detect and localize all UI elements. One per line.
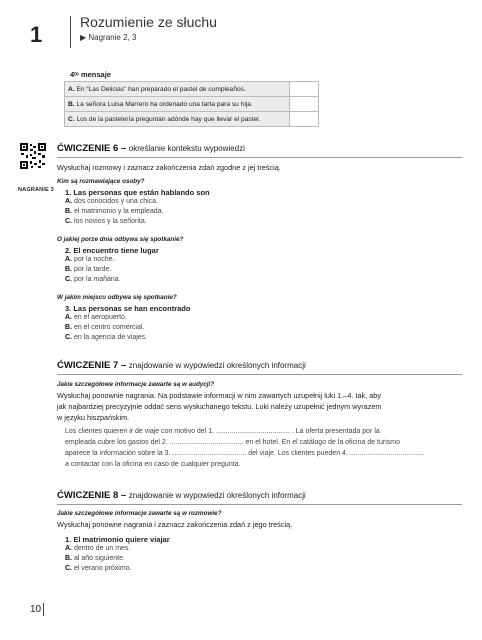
exercise-8-title: ĆWICZENIE 8 – znajdowanie w wypowiedzi określonych informacji [57, 490, 306, 501]
exercise-6-title: ĆWICZENIE 6 – określanie kontekstu wypowiedzi [57, 143, 245, 154]
answer-checkbox[interactable] [290, 97, 319, 112]
table-cell: A. En “Las Delicias” han preparado el pastel de cumpleaños. [65, 82, 290, 97]
exercise-8-instruction: Wysłuchaj ponowne nagrania i zaznacz zakończenia zdań z jego treścią. [57, 520, 293, 529]
question-hint: O jakiej porze dnia odbywa się spotkanie? [57, 236, 184, 243]
option-b[interactable]: B. al año siguiente. [65, 555, 125, 562]
option-a[interactable]: A. por la noche. [65, 256, 115, 263]
gap-text-line: a contactar con la oficina en caso de cualquier pregunta. [65, 461, 241, 468]
question-title: 1. El matrimonio quiere viajar [65, 535, 170, 544]
option-c[interactable]: C. por la mañana. [65, 276, 121, 283]
option-a[interactable]: A. en el aeropuerto. [65, 314, 127, 321]
table-row [65, 82, 319, 97]
exercise-7-instruction-line: jak najbardziej precyzyjnie oddać sens wysłuchanego tekstu. Luki należy uzupełnić jednym wyrazem [57, 402, 382, 411]
gap-text-line: Los clientes quieren ir de viaje con motivo del 1. ...................................... . La oferta presentada por la [65, 428, 380, 435]
table-cell: C. Los de la pastelería preguntan adónde hay que llevar el pastel. [65, 112, 290, 127]
table-cell: B. La señora Luisa Marrero ha ordenado una tarta para su hija. [65, 97, 290, 112]
question-hint: W jakim miejscu odbywa się spotkanie? [57, 294, 177, 301]
question-hint: Jakie szczegółowe informacje zawarte są w audycji? [57, 381, 215, 388]
answer-checkbox[interactable] [290, 82, 319, 97]
chapter-number: 1 [30, 22, 43, 47]
exercise-7-instruction-line: w języku hiszpańskim. [57, 413, 130, 422]
gap-text-line: empleada cubre los gastos del 2. ...................................... en el hotel. En el catálogo de la oficina de turismo [65, 439, 401, 446]
page-divider [43, 603, 44, 616]
question-title: 3. Las personas se han encontrado [65, 304, 191, 313]
mensaje-heading: 4ᵗᵒ mensaje [70, 70, 111, 79]
recording-label: NAGRANIE 3 [18, 187, 54, 193]
exercise-7-instruction-line: Wysłuchaj ponownie nagrania. Na podstawie informacji w nim zawartych uzupełnij luki 1.–4. tak, aby [57, 391, 381, 400]
option-a[interactable]: A. dentro de un mes. [65, 545, 131, 552]
page-number: 10 [30, 604, 42, 615]
gap-text-line: aparece la información sobre la 3. ...................................... del viaje. Los clientes pueden 4. ...................................... [65, 450, 424, 457]
chapter-subtitle: ▶ Nagranie 2, 3 [80, 33, 137, 42]
exercise-7-title: ĆWICZENIE 7 – znajdowanie w wypowiedzi określonych informacji [57, 360, 306, 371]
table-row [65, 112, 319, 127]
qr-code-icon[interactable] [20, 143, 46, 169]
option-b[interactable]: B. por la tarde. [65, 266, 112, 273]
answer-checkbox[interactable] [290, 112, 319, 127]
mensaje-table [64, 81, 319, 127]
table-row [65, 97, 319, 112]
option-b[interactable]: B. en el centro comercial. [65, 324, 145, 331]
divider [57, 157, 462, 158]
divider [57, 374, 462, 375]
option-c[interactable]: C. los novios y la señorita. [65, 218, 147, 225]
question-hint: Kim są rozmawiające osoby? [57, 178, 145, 185]
chapter-title: Rozumienie ze słuchu [80, 14, 217, 30]
question-hint: Jakie szczegółowe informacje zawarte są w rozmowie? [57, 510, 222, 517]
exercise-6-instruction: Wysłuchaj rozmowy i zaznacz zakończenia zdań zgodne z jej treścią. [57, 163, 281, 172]
option-c[interactable]: C. el verano próximo. [65, 565, 132, 572]
option-b[interactable]: B. el matrimonio y la empleada. [65, 208, 164, 215]
option-c[interactable]: C. en la agencia de viajes. [65, 334, 148, 341]
option-a[interactable]: A. dos conocidos y una chica. [65, 198, 159, 205]
divider [57, 504, 462, 505]
question-title: 2. El encuentro tiene lugar [65, 246, 159, 255]
chapter-divider [70, 16, 71, 48]
question-title: 1. Las personas que están hablando son [65, 188, 210, 197]
